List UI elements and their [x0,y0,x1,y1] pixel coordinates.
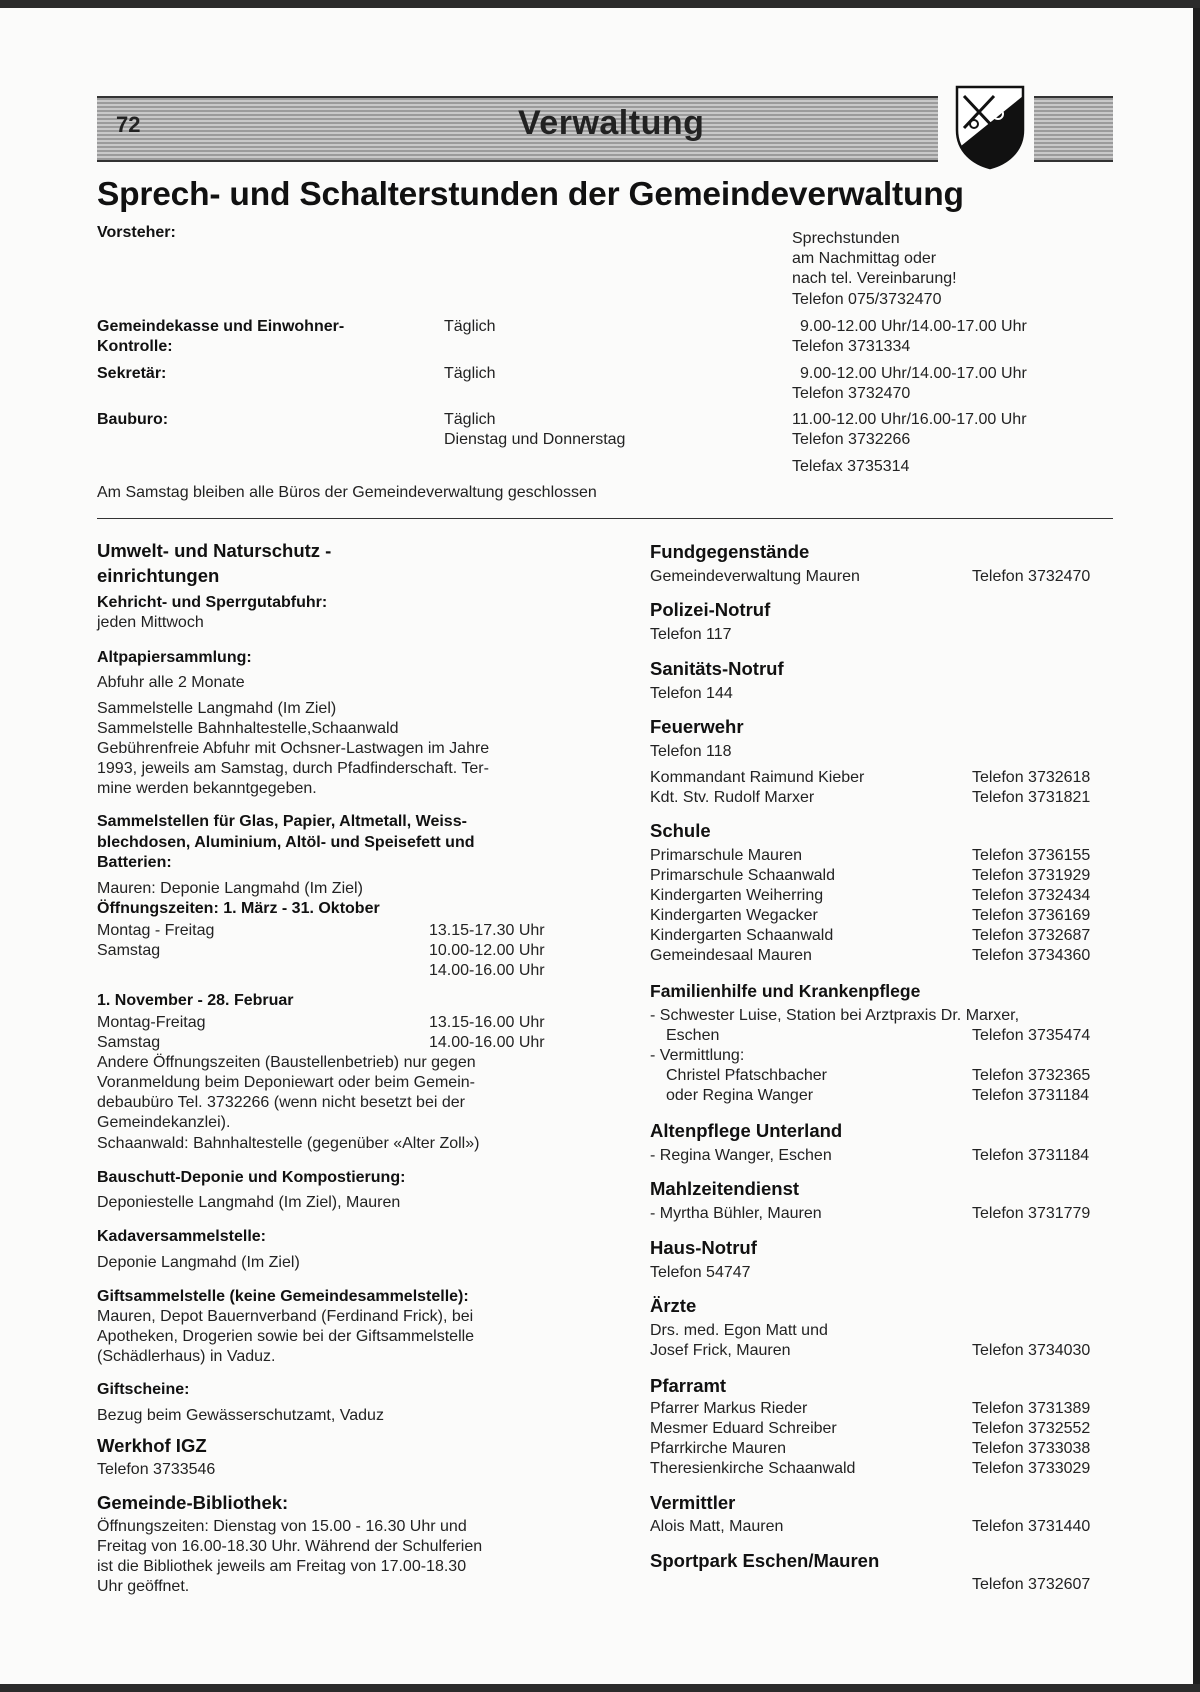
buero-days-2: Dienstag und Donnerstag [444,431,626,448]
familie-phone-5: Telefon 3731184 [972,1087,1090,1104]
sammel-line-4: Gemeindekanzlei). [97,1114,231,1131]
polizei-phone: Telefon 117 [650,626,732,643]
giftscheine-head: Giftscheine: [97,1381,190,1398]
altpapier-line-2: Sammelstelle Bahnhaltestelle,Schaanwald [97,720,399,737]
page-edge [1193,8,1200,1684]
vorsteher-label: Vorsteher: [97,224,176,241]
bibliothek-line-2: Freitag von 16.00-18.30 Uhr. Während der Schulferien [97,1538,483,1555]
vermittler-head: Vermittler [650,1492,736,1513]
umwelt-title-2: einrichtungen [97,565,220,586]
sammel-line-3: debaubüro Tel. 3732266 (wenn nicht besetzt bei der [97,1094,465,1111]
closed-note: Am Samstag bleiben alle Büros der Gemeindeverwaltung geschlossen [97,484,597,501]
page-number: 72 [116,112,141,137]
altenpflege-phone: Telefon 3731184 [972,1147,1090,1164]
altpapier-head: Altpapiersammlung: [97,649,252,666]
feuerwehr-row-1-name: Kommandant Raimund Kieber [650,769,865,786]
buero-time: 11.00-12.00 Uhr/16.00-17.00 Uhr [792,411,1027,428]
altpapier-line-4: 1993, jeweils am Samstag, durch Pfadfinderschaft. Ter- [97,760,489,777]
summer-time-2: 10.00-12.00 Uhr [429,942,545,959]
sportpark-phone: Telefon 3732607 [972,1576,1091,1593]
pfarramt-row-1-name: Pfarrer Markus Rieder [650,1400,808,1417]
buero-days-1: Täglich [444,411,496,428]
summer-time-3: 14.00-16.00 Uhr [429,962,545,979]
familie-line-1: - Schwester Luise, Station bei Arztpraxis Dr. Marxer, [650,1007,1020,1024]
hausnotruf-head: Haus-Notruf [650,1237,757,1258]
winter-day-2: Samstag [97,1034,161,1051]
fund-text: Gemeindeverwaltung Mauren [650,568,860,585]
schule-row-1-name: Primarschule Mauren [650,847,803,864]
altpapier-line-1: Sammelstelle Langmahd (Im Ziel) [97,700,337,717]
kehricht-text: jeden Mittwoch [97,614,204,631]
altpapier-line-3: Gebührenfreie Abfuhr mit Ochsner-Lastwagen im Jahre [97,740,490,757]
aerzte-phone: Telefon 3734030 [972,1342,1091,1359]
altpapier-text: Abfuhr alle 2 Monate [97,674,245,691]
sammel-line-1: Andere Öffnungszeiten (Baustellenbetrieb) nur gegen [97,1054,476,1071]
feuerwehr-row-2-phone: Telefon 3731821 [972,789,1091,806]
kadaver-text: Deponie Langmahd (Im Ziel) [97,1254,300,1271]
schule-row-2-name: Primarschule Schaanwald [650,867,835,884]
vermittler-phone: Telefon 3731440 [972,1518,1091,1535]
gift-line-2: Apotheken, Drogerien sowie bei der Giftsammelstelle [97,1328,475,1345]
sekretaer-phone: Telefon 3732470 [792,385,911,402]
pfarramt-row-4-name: Theresienkirche Schaanwald [650,1460,856,1477]
sammel-head-2: blechdosen, Aluminium, Altöl- und Speisefett und [97,834,475,851]
polizei-head: Polizei-Notruf [650,599,771,620]
sammel-head-1: Sammelstellen für Glas, Papier, Altmetall, Weiss- [97,813,467,830]
hausnotruf-phone: Telefon 54747 [650,1264,751,1281]
feuerwehr-row-1-phone: Telefon 3732618 [972,769,1091,786]
winter-day-1: Montag-Freitag [97,1014,206,1031]
bibliothek-line-3: ist die Bibliothek jeweils am Freitag von 17.00-18.30 [97,1558,467,1575]
pfarramt-row-2-phone: Telefon 3732552 [972,1420,1091,1437]
pfarramt-row-1-phone: Telefon 3731389 [972,1400,1091,1417]
feuerwehr-head: Feuerwehr [650,716,744,737]
winter-time-1: 13.15-16.00 Uhr [429,1014,545,1031]
werkhof-head: Werkhof IGZ [97,1435,207,1456]
divider [97,518,1113,519]
summer-time-1: 13.15-17.30 Uhr [429,922,545,939]
sammel-oeffnung: Öffnungszeiten: 1. März - 31. Oktober [97,900,380,917]
bibliothek-head: Gemeinde-Bibliothek: [97,1492,289,1513]
pfarramt-row-4-phone: Telefon 3733029 [972,1460,1091,1477]
buero-phone: Telefon 3732266 [792,431,911,448]
kasse-phone: Telefon 3731334 [792,338,911,355]
familie-head: Familienhilfe und Krankenpflege [650,981,921,1001]
bibliothek-line-4: Uhr geöffnet. [97,1578,190,1595]
gift-line-3: (Schädlerhaus) in Vaduz. [97,1348,276,1365]
sekretaer-time: 9.00-12.00 Uhr/14.00-17.00 Uhr [800,365,1027,382]
giftscheine-text: Bezug beim Gewässerschutzamt, Vaduz [97,1407,384,1424]
gift-head: Giftsammelstelle (keine Gemeindesammelstelle): [97,1288,469,1305]
schule-row-6-phone: Telefon 3734360 [972,947,1091,964]
schule-row-3-name: Kindergarten Weiherring [650,887,824,904]
familie-line-5: oder Regina Wanger [666,1087,814,1104]
schule-row-4-phone: Telefon 3736169 [972,907,1091,924]
document-page [0,8,1200,1684]
familie-phone-4: Telefon 3732365 [972,1067,1091,1084]
kadaver-head: Kadaversammelstelle: [97,1228,266,1245]
vorsteher-phone: Telefon 075/3732470 [792,291,942,308]
schule-row-4-name: Kindergarten Wegacker [650,907,818,924]
section-title: Verwaltung [518,104,705,142]
schule-row-5-phone: Telefon 3732687 [972,927,1091,944]
feuerwehr-row-2-name: Kdt. Stv. Rudolf Marxer [650,789,815,806]
sanitaet-head: Sanitäts-Notruf [650,658,784,679]
altenpflege-head: Altenpflege Unterland [650,1120,843,1141]
sammel-line-5: Schaanwald: Bahnhaltestelle (gegenüber «Alter Zoll») [97,1135,480,1152]
sanitaet-phone: Telefon 144 [650,685,733,702]
main-title: Sprech- und Schalterstunden der Gemeindeverwaltung [97,176,964,213]
pfarramt-row-2-name: Mesmer Eduard Schreiber [650,1420,837,1437]
altenpflege-text: - Regina Wanger, Eschen [650,1147,832,1164]
vorsteher-info-3: nach tel. Vereinbarung! [792,270,957,287]
aerzte-head: Ärzte [650,1295,697,1316]
mahlzeit-phone: Telefon 3731779 [972,1205,1091,1222]
sekretaer-label: Sekretär: [97,365,167,382]
fund-phone: Telefon 3732470 [972,568,1091,585]
vermittler-text: Alois Matt, Mauren [650,1518,784,1535]
summer-day-1: Montag - Freitag [97,922,215,939]
kasse-label-2: Kontrolle: [97,338,173,355]
schule-row-2-phone: Telefon 3731929 [972,867,1091,884]
familie-line-4: Christel Pfatschbacher [666,1067,827,1084]
sekretaer-days: Täglich [444,365,496,382]
fund-head: Fundgegenstände [650,541,810,562]
coat-of-arms-icon [954,84,1026,170]
schule-row-1-phone: Telefon 3736155 [972,847,1091,864]
feuerwehr-phone: Telefon 118 [650,743,732,760]
mahlzeit-head: Mahlzeitendienst [650,1178,800,1199]
sportpark-head: Sportpark Eschen/Mauren [650,1550,880,1571]
kehricht-head: Kehricht- und Sperrgutabfuhr: [97,594,328,611]
sammel-head-3: Batterien: [97,854,172,871]
pfarramt-head: Pfarramt [650,1375,727,1396]
winter-time-2: 14.00-16.00 Uhr [429,1034,545,1051]
buero-fax: Telefax 3735314 [792,458,910,475]
aerzte-line-2: Josef Frick, Mauren [650,1342,791,1359]
schule-head: Schule [650,820,711,841]
schule-row-6-name: Gemeindesaal Mauren [650,947,812,964]
sammel-mauren: Mauren: Deponie Langmahd (Im Ziel) [97,880,363,897]
altpapier-line-5: mine werden bekanntgegeben. [97,780,317,797]
bauschutt-text: Deponiestelle Langmahd (Im Ziel), Mauren [97,1194,401,1211]
werkhof-phone: Telefon 3733546 [97,1461,216,1478]
familie-line-2: Eschen [666,1027,720,1044]
vorsteher-info-2: am Nachmittag oder [792,250,937,267]
buero-label: Bauburo: [97,411,169,428]
pfarramt-row-3-phone: Telefon 3733038 [972,1440,1091,1457]
familie-line-3: - Vermittlung: [650,1047,745,1064]
bauschutt-head: Bauschutt-Deponie und Kompostierung: [97,1169,406,1186]
kasse-label-1: Gemeindekasse und Einwohner- [97,318,345,335]
kasse-time: 9.00-12.00 Uhr/14.00-17.00 Uhr [800,318,1027,335]
pfarramt-row-3-name: Pfarrkirche Mauren [650,1440,787,1457]
mahlzeit-text: - Myrtha Bühler, Mauren [650,1205,822,1222]
kasse-days: Täglich [444,318,496,335]
summer-day-2: Samstag [97,942,161,959]
winter-head: 1. November - 28. Februar [97,992,294,1009]
bibliothek-line-1: Öffnungszeiten: Dienstag von 15.00 - 16.30 Uhr und [97,1518,467,1535]
umwelt-title-1: Umwelt- und Naturschutz - [97,540,332,561]
schule-row-5-name: Kindergarten Schaanwald [650,927,834,944]
gift-line-1: Mauren, Depot Bauernverband (Ferdinand Frick), bei [97,1308,474,1325]
familie-phone-2: Telefon 3735474 [972,1027,1091,1044]
sammel-line-2: Voranmeldung beim Deponiewart oder beim Gemein- [97,1074,475,1091]
schule-row-3-phone: Telefon 3732434 [972,887,1091,904]
aerzte-line-1: Drs. med. Egon Matt und [650,1322,828,1339]
vorsteher-info-1: Sprechstunden [792,230,900,247]
